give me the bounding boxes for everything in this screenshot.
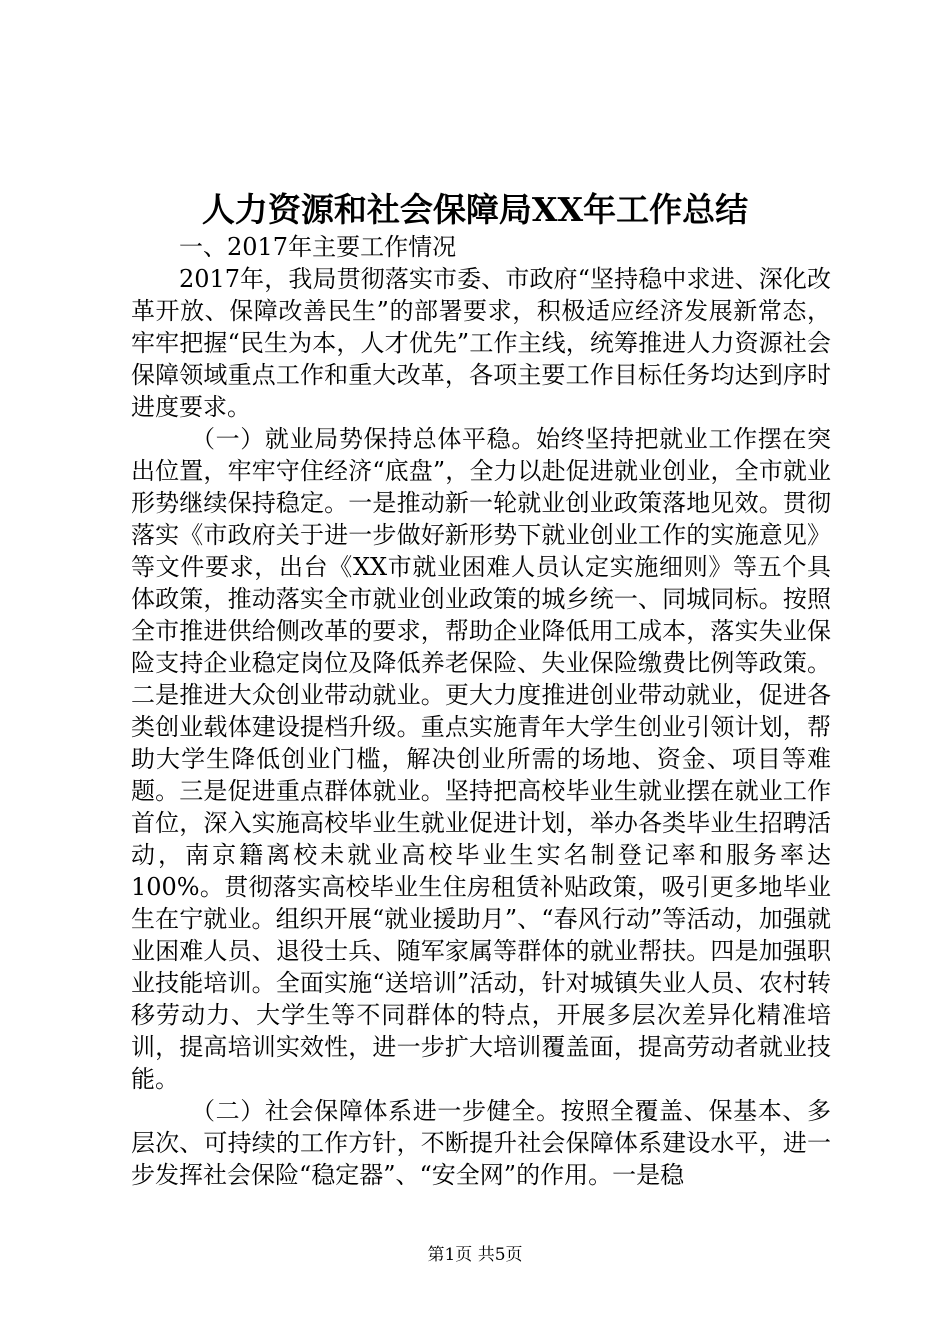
paragraph-employment: （一）就业局势保持总体平稳。始终坚持把就业工作摆在突出位置，牢牢守住经济“底盘”，全力以赴促进就业创业，全市就业形势继续保持稳定。一是推动新一轮就业创业政策落地见效。贯彻落实《市政府关于进一步做好新形势下就业创业工作的实施意见》等文件要求，出台《XX市就业困难人员认定实施细则》等五个具体政策，推动落实全市就业创业政策的城乡统一、同城同标。按照全市推进供给侧改革的要求，帮助企业降低用工成本，落实失业保险支持企业稳定岗位及降低养老保险、失业保险缴费比例等政策。二是推进大众创业带动就业。更大力度推进创业带动就业，促进各类创业载体建设提档升级。重点实施青年大学生创业引领计划，帮助大学生降低创业门槛，解决创业所需的场地、资金、项目等难题。三是促进重点群体就业。坚持把高校毕业生就业摆在就业工作首位，深入实施高校毕业生就业促进计划，举办各类毕业生招聘活动，南京籍离校未就业高校毕业生实名制登记率和服务率达100%。贯彻落实高校毕业生住房租赁补贴政策，吸引更多地毕业生在宁就业。组织开展“就业援助月”、“春风行动”等活动，加强就业困难人员、退役士兵、随军家属等群体的就业帮扶。四是加强职业技能培训。全面实施“送培训”活动，针对城镇失业人员、农村转移劳动力、大学生等不同群体的特点，开展多层次差异化精准培训，提高培训实效性，进一步扩大培训覆盖面，提高劳动者就业技能。 (131, 425, 831, 1093)
page-footer: 第1页 共5页 (427, 1245, 523, 1265)
document-title: 人力资源和社会保障局XX年工作总结 (201, 190, 749, 229)
paragraph-intro: 2017年，我局贯彻落实市委、市政府“坚持稳中求进、深化改革开放、保障改善民生”的部署要求，积极适应经济发展新常态，牢牢把握“民生为本，人才优先”工作主线，统筹推进人力资源社会保障领域重点工作和重大改革，各项主要工作目标任务均达到序时进度要求。 (131, 265, 831, 421)
section-heading: 一、2017年主要工作情况 (179, 233, 457, 261)
paragraph-social-security: （二）社会保障体系进一步健全。按照全覆盖、保基本、多层次、可持续的工作方针，不断提升社会保障体系建设水平，进一步发挥社会保险“稳定器”、“安全网”的作用。一是稳 (131, 1097, 831, 1189)
document-body (131, 231, 831, 1191)
